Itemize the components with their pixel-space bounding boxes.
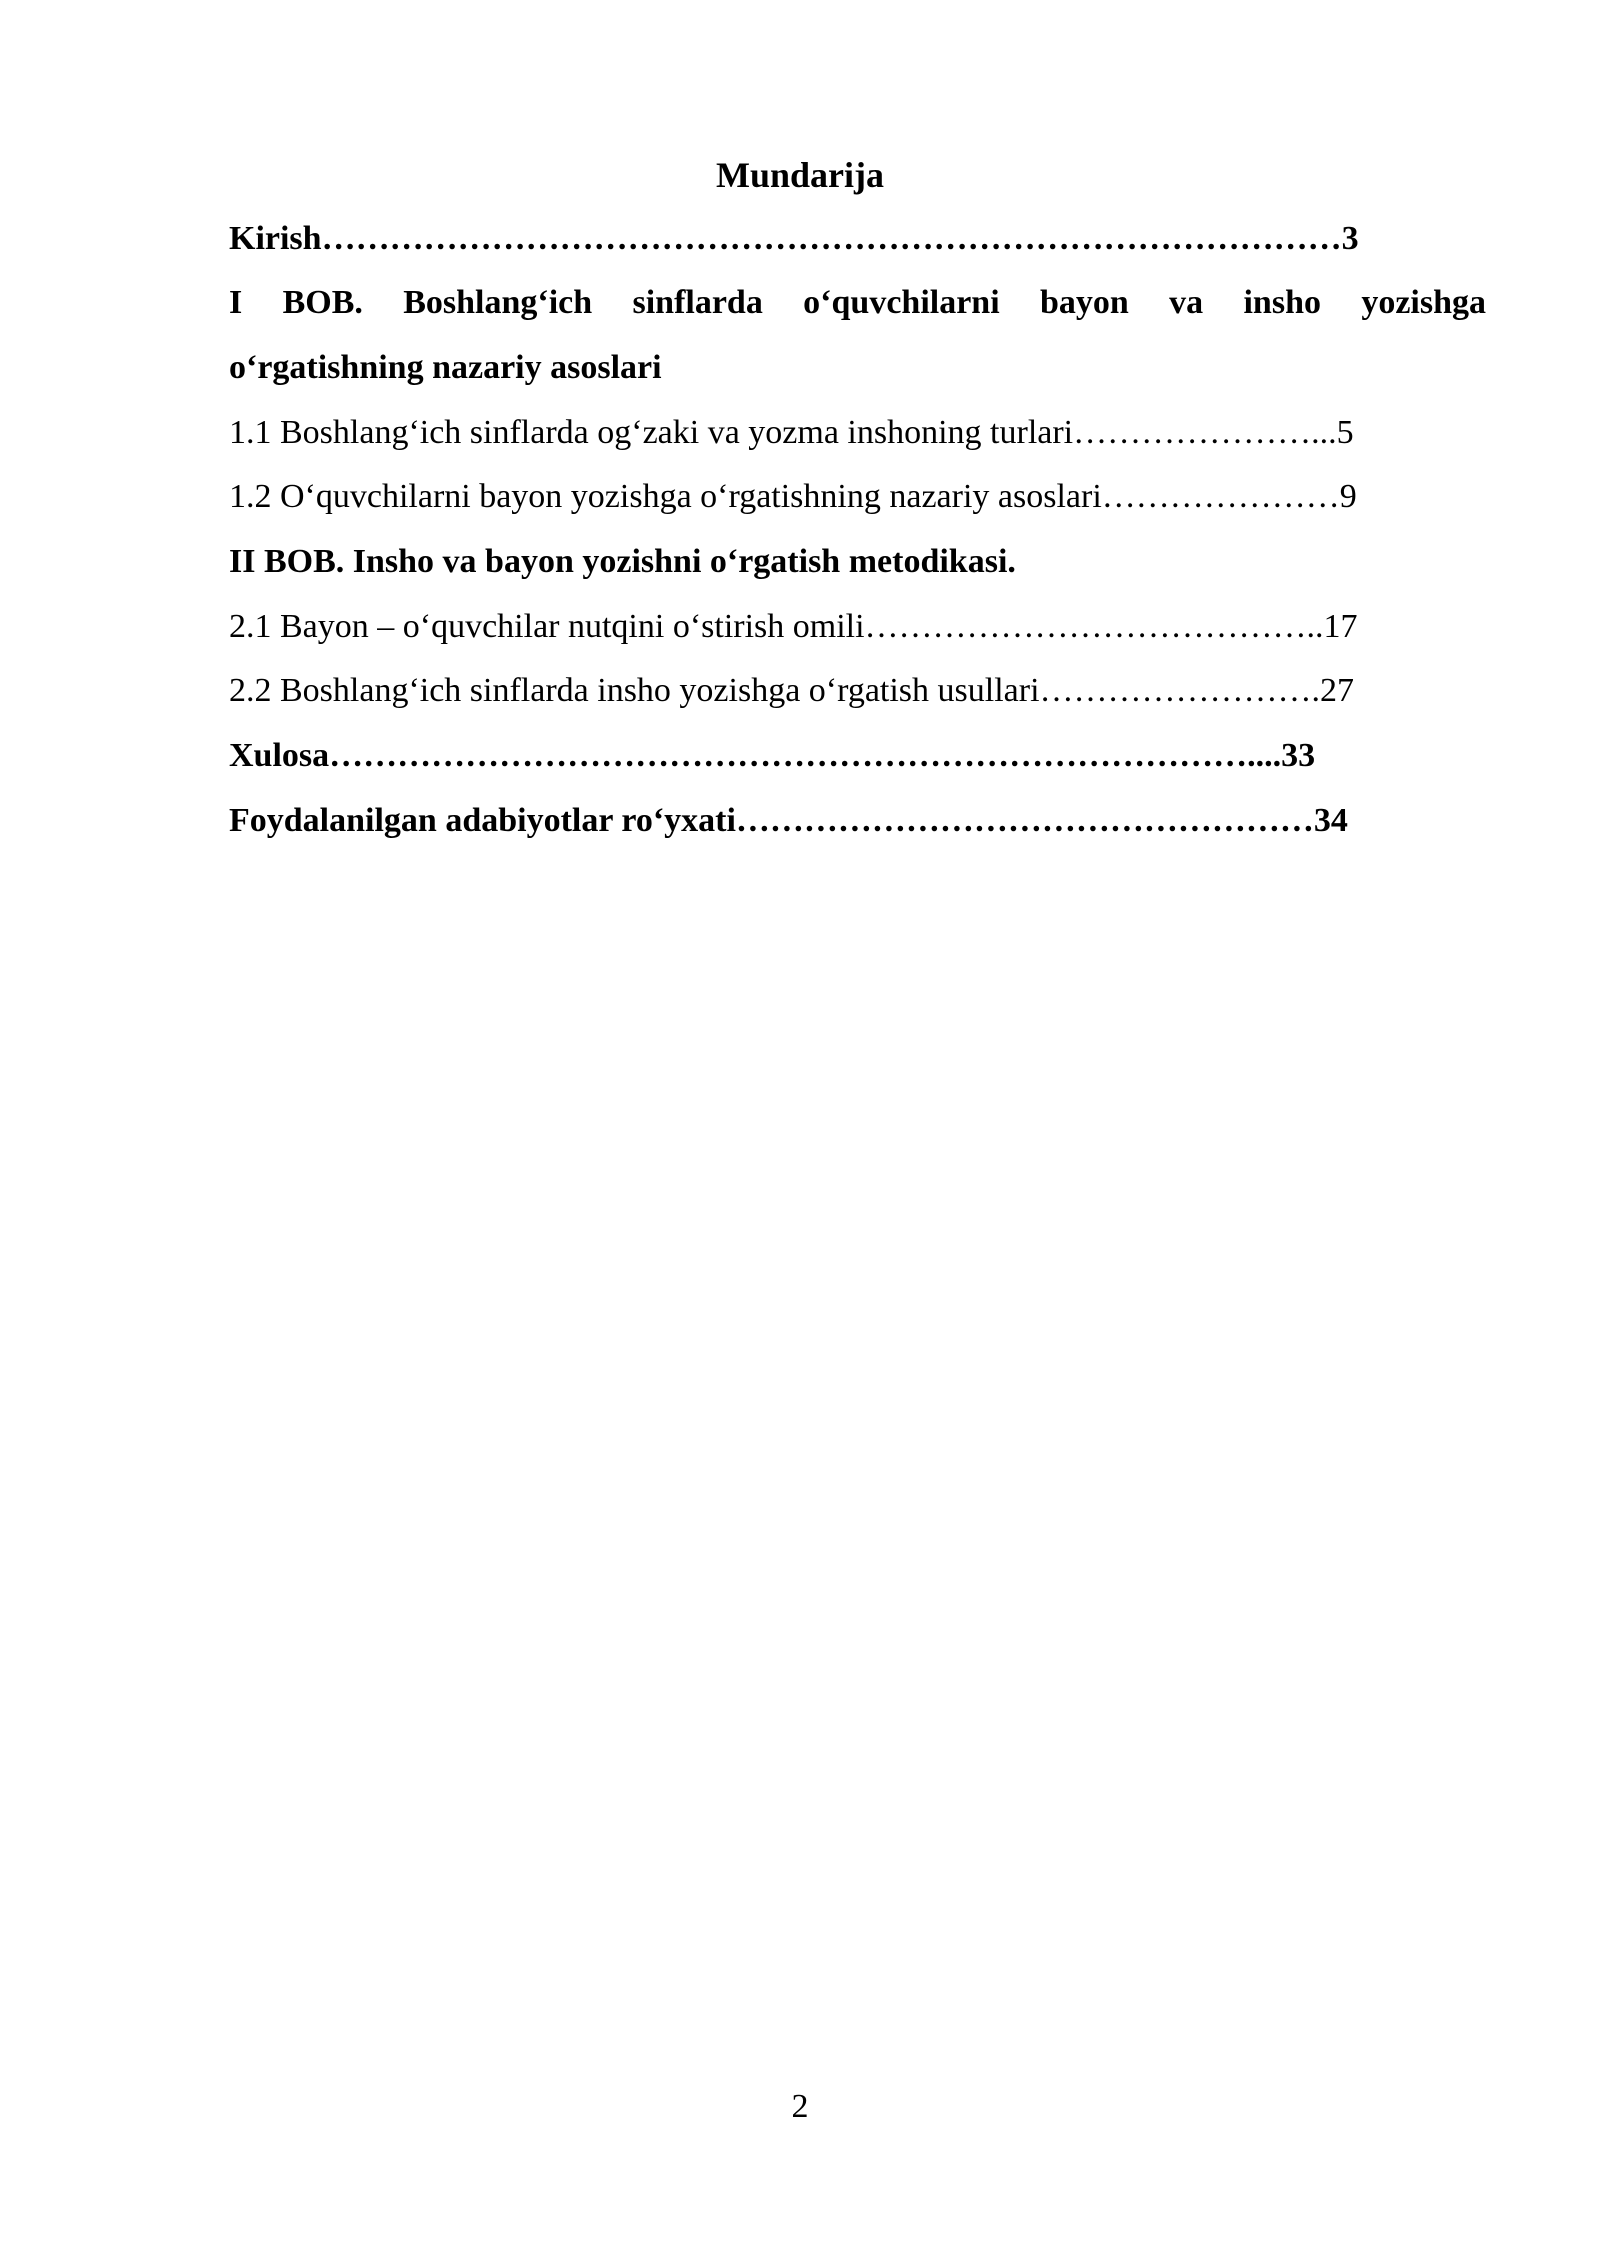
page-number: 2 (791, 2088, 809, 2125)
toc-entry-references: Foydalanilgan adabiyotlar ro‘yxati……………………………………………34 (229, 802, 1348, 839)
toc-entry-chapter-2: II BOB. Insho va bayon yozishni o‘rgatish metodikasi. (229, 543, 1016, 580)
toc-title: Mundarija (715, 155, 884, 195)
toc-entry-chapter-1: I BOB. Boshlang‘ich sinflarda o‘quvchilarni bayon va insho yozishga (229, 284, 1486, 321)
toc-entry-kirish: Kirish………………………………………………………………………………3 (229, 220, 1359, 257)
toc-entry-chapter-1-continuation: o‘rgatishning nazariy asoslari (229, 349, 662, 386)
toc-entry-xulosa: Xulosa………………………………………………………………………....33 (229, 737, 1316, 774)
toc-entry-1-1: 1.1 Boshlang‘ich sinflarda og‘zaki va yozma inshoning turlari…………………...5 (229, 414, 1354, 451)
toc-entry-2-1: 2.1 Bayon – o‘quvchilar nutqini o‘stirish omili…………………………………..17 (229, 608, 1358, 645)
toc-entry-2-2: 2.2 Boshlang‘ich sinflarda insho yozishga o‘rgatish usullari…………………….27 (229, 672, 1355, 709)
toc-entry-1-2: 1.2 O‘quvchilarni bayon yozishga o‘rgatishning nazariy asoslari…………………9 (229, 478, 1357, 515)
